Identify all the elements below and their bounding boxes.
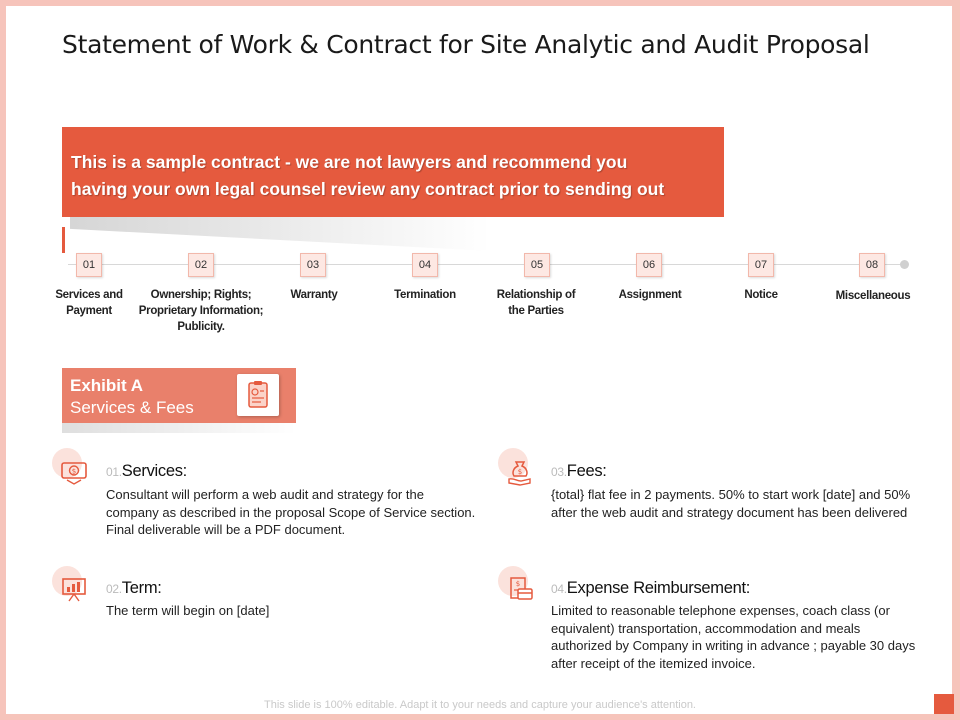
banner-tick xyxy=(62,227,65,253)
fees-number: 03. xyxy=(551,465,567,479)
fees-heading-text: Fees: xyxy=(566,462,607,480)
svg-text:$: $ xyxy=(517,468,523,476)
term-heading xyxy=(106,579,162,598)
page-title: Statement of Work & Contract for Site Analytic and Audit Proposal xyxy=(62,30,870,59)
step-badge-02: 02 xyxy=(188,253,214,277)
step-label-06: Assignment xyxy=(618,289,682,301)
step-label-04: Termination xyxy=(394,289,456,301)
services-body: Consultant will perform a web audit and strategy for the company as described in the proposal Scope of Service section. Final deliverable will be a PDF document. xyxy=(106,487,476,537)
exhibit-title: Exhibit A xyxy=(70,376,144,395)
services-heading-text: Services: xyxy=(121,462,187,480)
disclaimer-banner xyxy=(62,127,724,217)
step-badge-05: 05 xyxy=(524,253,550,277)
money-bag-hand-icon xyxy=(506,458,534,486)
step-badge-08: 08 xyxy=(859,253,885,277)
services-heading xyxy=(106,462,187,481)
corner-accent xyxy=(934,694,954,714)
fees-heading xyxy=(551,462,607,481)
term-number: 02. xyxy=(106,582,122,596)
svg-text:$: $ xyxy=(515,580,521,588)
step-label-08: Miscellaneous xyxy=(835,290,911,302)
expense-heading xyxy=(551,579,750,598)
term-body: The term will begin on [date] xyxy=(106,603,270,618)
expense-number: 04. xyxy=(551,582,567,596)
expense-heading-text: Expense Reimbursement: xyxy=(566,579,751,597)
step-label-07: Notice xyxy=(744,289,778,301)
timeline-end-dot xyxy=(900,260,909,269)
step-label-01: Services and Payment xyxy=(55,289,123,317)
step-badge-01: 01 xyxy=(76,253,102,277)
step-label-03: Warranty xyxy=(290,289,338,301)
expense-body: Limited to reasonable telephone expenses, coach class (or equivalent) transportation, accommodation and meals authorized by Company in writing in advance ; payable 30 days after receipt of the itemized invoice. xyxy=(551,603,916,671)
receipt-card-icon xyxy=(506,575,534,603)
invoice-clipboard-icon xyxy=(237,374,279,416)
presentation-chart-icon xyxy=(60,575,88,603)
disclaimer-line-2: having your own legal counsel review any contract prior to sending out xyxy=(71,179,665,199)
step-badge-04: 04 xyxy=(412,253,438,277)
step-badge-07: 07 xyxy=(748,253,774,277)
exhibit-shadow xyxy=(62,423,296,433)
term-heading-text: Term: xyxy=(121,579,162,597)
footer-note: This slide is 100% editable. Adapt it to your needs and capture your audience's attention. xyxy=(264,699,696,711)
step-label-02: Ownership; Rights; Proprietary Information; Publicity. xyxy=(138,289,264,333)
svg-text:$: $ xyxy=(71,467,77,476)
money-icon xyxy=(60,458,88,486)
step-badge-06: 06 xyxy=(636,253,662,277)
fees-body: {total} flat fee in 2 payments. 50% to start work [date] and 50% after the web audit and strategy document has been delivered xyxy=(551,487,911,520)
disclaimer-line-1: This is a sample contract - we are not lawyers and recommend you xyxy=(71,152,628,172)
services-number: 01. xyxy=(106,465,122,479)
exhibit-subtitle: Services & Fees xyxy=(70,398,194,417)
step-label-05: Relationship of the Parties xyxy=(496,289,576,317)
step-badge-03: 03 xyxy=(300,253,326,277)
